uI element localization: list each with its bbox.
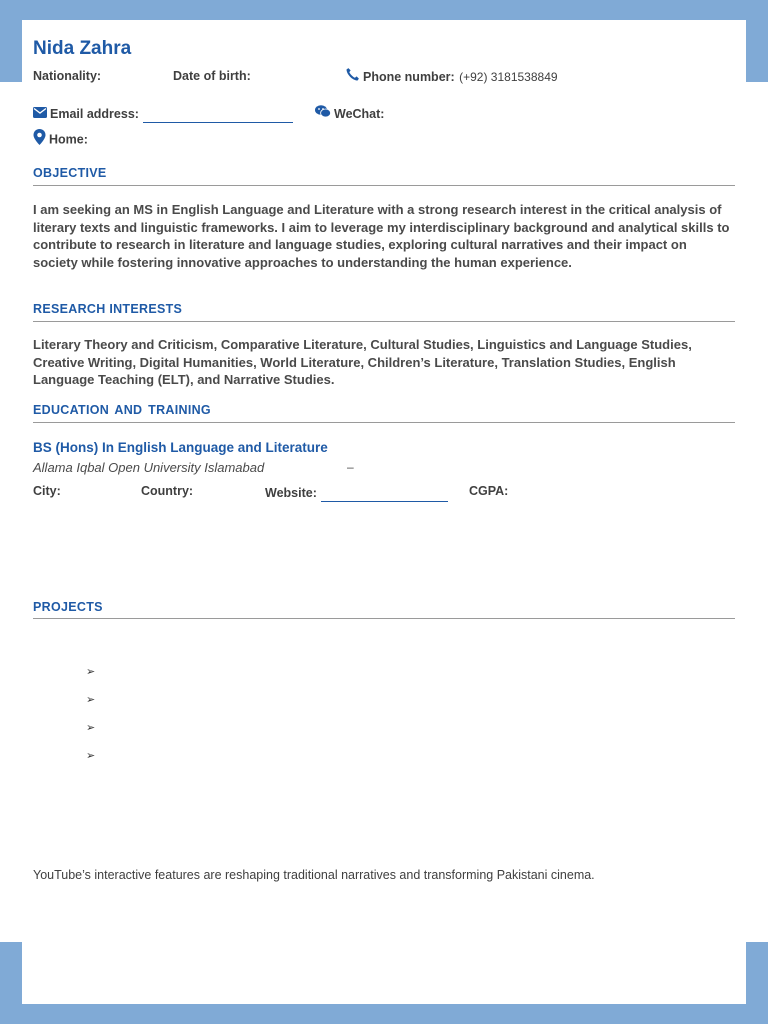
email-row <box>33 105 293 123</box>
phone-row <box>345 67 558 87</box>
wechat-label: WeChat: <box>334 107 385 122</box>
degree-title: BS (Hons) In English Language and Literature <box>33 440 328 455</box>
section-divider <box>33 618 735 619</box>
wechat-icon <box>315 105 331 123</box>
location-pin-icon <box>33 129 46 150</box>
cgpa-label: CGPA: <box>469 484 509 498</box>
research-text: Literary Theory and Criticism, Comparative Literature, Cultural Studies, Linguistics and Language Studies, Creative Writing, Digital Humanities, World Literature, Children’s Literature, Translation Studies, English Language Teaching (ELT), and Narrative Studies. <box>33 337 692 387</box>
page-frame-top <box>0 0 768 20</box>
home-label: Home: <box>49 132 88 147</box>
section-divider <box>33 422 735 423</box>
page-frame-corner <box>0 0 22 82</box>
objective-text: I am seeking an MS in English Language and Literature with a strong research interest in the critical analysis of literary texts and linguistic frameworks. I aim to leverage my interdisciplinary background and analytical skills to contribute to research in literature and language studies, exploring cultural narratives and their impact on society while fostering innovative approaches to understanding the human experience. <box>33 202 730 270</box>
city-label: City: <box>33 484 61 498</box>
objective-heading: OBJECTIVE <box>33 166 107 180</box>
phone-label: Phone number: <box>363 70 455 85</box>
website-label: Website: <box>265 486 317 500</box>
email-value-field <box>143 108 293 123</box>
page-frame-corner <box>746 942 768 1024</box>
section-divider <box>33 185 735 186</box>
university-name: Allama Iqbal Open University Islamabad <box>33 460 265 475</box>
project-bullet: ➢ <box>86 666 96 678</box>
project-bullet: ➢ <box>86 750 96 762</box>
phone-value: (+92) 3181538849 <box>459 70 558 85</box>
projects-heading: PROJECTS <box>33 600 103 614</box>
website-value-field <box>321 487 448 502</box>
home-row <box>33 129 88 150</box>
section-divider <box>33 321 735 322</box>
page-frame-corner <box>746 0 768 82</box>
education-heading: EDUCATION AND TRAINING <box>33 403 211 417</box>
page-frame-bottom <box>0 1004 768 1024</box>
website-row <box>265 484 448 502</box>
cv-name: Nida Zahra <box>33 38 132 59</box>
phone-icon <box>345 67 360 87</box>
email-label: Email address: <box>50 107 139 122</box>
wechat-row <box>315 105 384 123</box>
dob-label: Date of birth: <box>173 69 251 83</box>
country-label: Country: <box>141 484 194 498</box>
research-heading: RESEARCH INTERESTS <box>33 302 183 316</box>
project-bullet: ➢ <box>86 722 96 734</box>
project-bullet: ➢ <box>86 694 96 706</box>
nationality-label: Nationality: <box>33 69 102 83</box>
project-description: YouTube’s interactive features are reshaping traditional narratives and transforming Pakistani cinema. <box>33 868 595 882</box>
envelope-icon <box>33 105 47 123</box>
date-range-dash: – <box>347 460 354 474</box>
page-frame-corner <box>0 942 22 1024</box>
